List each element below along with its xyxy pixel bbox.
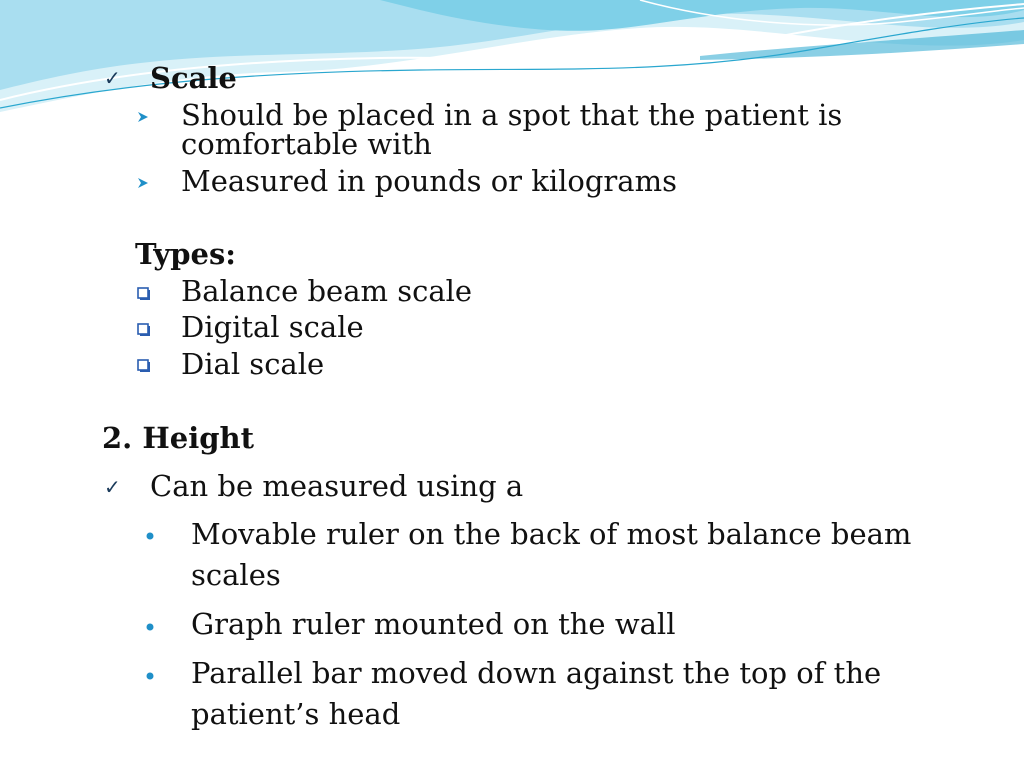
scale-bullet-2: Measured in pounds or kilograms [181, 164, 677, 198]
checkmark-icon: ✓ [104, 475, 121, 499]
square-box-bullet-icon [137, 359, 150, 372]
height-item-1-line1: Movable ruler on the back of most balance beam [191, 517, 912, 551]
scale-bullet-1-line2: comfortable with [181, 127, 432, 161]
type-item-2: Digital scale [181, 310, 364, 344]
arrow-bullet-icon [136, 176, 150, 190]
height-intro: Can be measured using a [150, 469, 524, 503]
type-item-1: Balance beam scale [181, 274, 473, 308]
types-heading: Types: [135, 237, 237, 271]
height-heading: 2. Height [102, 421, 254, 455]
height-item-3-line2: patient’s head [191, 697, 401, 731]
scale-heading: Scale [150, 61, 237, 95]
round-bullet-icon [146, 532, 154, 540]
scale-bullet-1-line1: Should be placed in a spot that the patient is [181, 98, 843, 132]
height-item-3-line1: Parallel bar moved down against the top of the [191, 656, 882, 690]
arrow-bullet-icon [136, 110, 150, 124]
type-item-3: Dial scale [181, 347, 325, 381]
square-box-bullet-icon [137, 323, 150, 336]
square-box-bullet-icon [137, 287, 150, 300]
height-item-2: Graph ruler mounted on the wall [191, 607, 676, 641]
checkmark-icon: ✓ [104, 66, 121, 90]
height-item-1-line2: scales [191, 558, 281, 592]
round-bullet-icon [146, 623, 154, 631]
round-bullet-icon [146, 672, 154, 680]
